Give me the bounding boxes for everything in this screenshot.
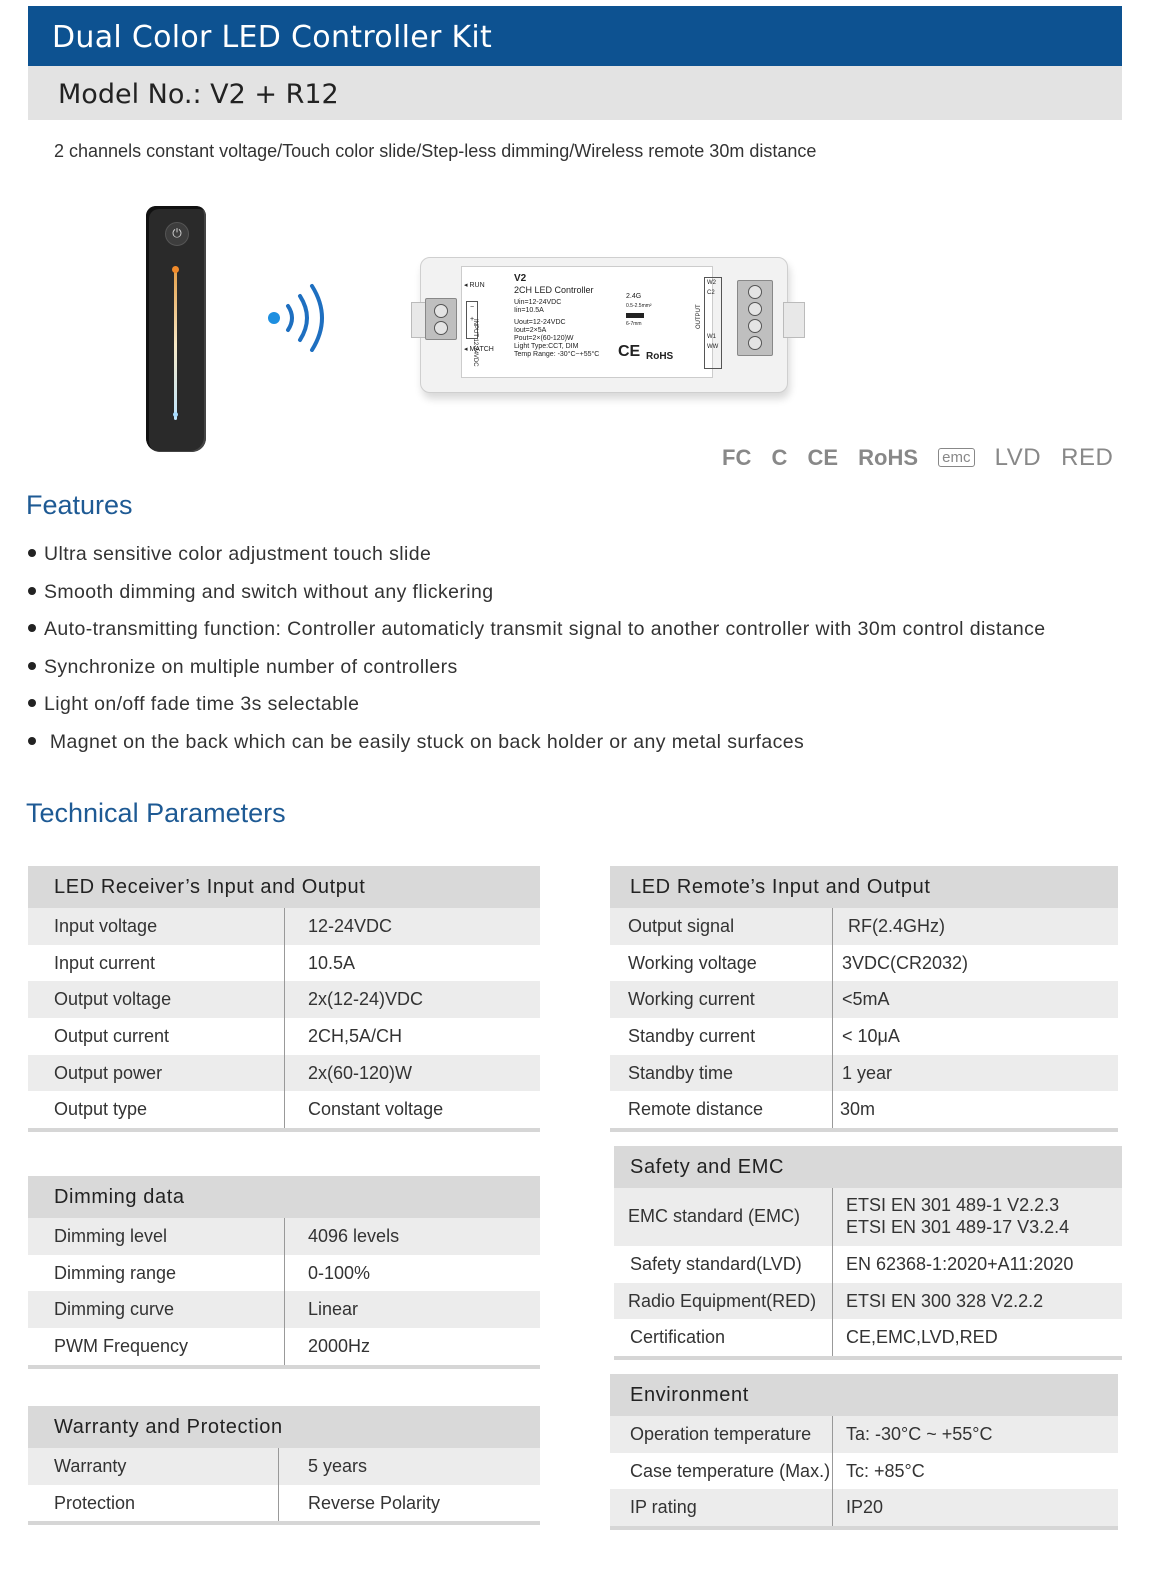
safety-table [614,1146,1122,1360]
emc-logo: emc [938,448,974,467]
receiver-table-title: LED Receiver’s Input and Output [28,866,540,908]
feature-item: Smooth dimming and switch without any flickering [28,581,1128,619]
rohs-logo: RoHS [858,445,919,470]
environment-table-title: Environment [610,1374,1118,1416]
table-row: Output type Constant voltage [28,1091,540,1128]
table-row: Certification CE,EMC,LVD,RED [614,1319,1122,1356]
power-icon: ⏻ [165,222,189,246]
ce-logo: CE [807,445,839,470]
lvd-logo: LVD [994,444,1042,471]
dimming-table-title: Dimming data [28,1176,540,1218]
red-logo: RED [1061,444,1114,471]
model-number: Model No.: V2 + R12 [58,79,339,110]
ce-mark: CE [618,343,641,360]
table-row: EMC standard (EMC) ETSI EN 301 489-1 V2.2.3 ETSI EN 301 489-17 V3.2.4 [614,1188,1122,1246]
input-polarity: − + [466,301,478,339]
remote-table-title: LED Remote’s Input and Output [610,866,1118,908]
ctrl-name: 2CH LED Controller [514,285,594,295]
feature-item: Synchronize on multiple number of controllers [28,656,1128,694]
table-row: Output voltage 2x(12-24)VDC [28,981,540,1018]
table-row: Dimming level 4096 levels [28,1218,540,1255]
features-heading: Features [26,490,133,520]
page-title: Dual Color LED Controller Kit [52,20,493,55]
table-row: Dimming range 0-100% [28,1255,540,1292]
features-list [28,543,1128,769]
receiver-table [28,866,540,1132]
table-row: Output signal RF(2.4GHz) [610,908,1118,945]
table-row: Standby time 1 year [610,1055,1118,1092]
ctrl-wire1: 0.5-2.5mm² [626,303,652,309]
dimming-table [28,1176,540,1369]
output-channels: W2 C2 W1 WW [704,277,722,369]
slider-warm-dot [172,266,179,273]
match-label: ◂ MATCH [464,346,494,353]
model-bar [28,66,1122,120]
table-row: Operation temperature Ta: -30°C ~ +55°C [610,1416,1118,1453]
table-row: Working voltage 3VDC(CR2032) [610,945,1118,982]
table-row: Warranty 5 years [28,1448,540,1485]
ctrl-model: V2 [514,273,527,284]
ctrl-freq: 2.4G [626,293,642,300]
output-text: OUTPUT [696,304,702,329]
table-row: Output current 2CH,5A/CH [28,1018,540,1055]
remote-image [146,206,206,452]
run-label: ◂ RUN [464,282,485,289]
tech-heading: Technical Parameters [26,798,286,828]
warranty-table [28,1406,540,1525]
feature-item: Light on/off fade time 3s selectable [28,693,1128,731]
safety-table-title: Safety and EMC [614,1146,1122,1188]
ctrl-wire2: 6-7mm [626,321,642,327]
table-row: Output power 2x(60-120)W [28,1055,540,1092]
table-row: Remote distance 30m [610,1091,1118,1128]
table-row: Standby current < 10μA [610,1018,1118,1055]
feature-item: Auto-transmitting function: Controller automaticly transmit signal to another controller with 30m control distance [28,618,1128,656]
fcc-logo: FC [722,445,752,470]
table-row: Input current 10.5A [28,945,540,982]
subtitle: 2 channels constant voltage/Touch color slide/Step-less dimming/Wireless remote 30m distance [54,141,817,161]
table-row: Radio Equipment(RED) ETSI EN 300 328 V2.2.2 [614,1283,1122,1320]
feature-item: Magnet on the back which can be easily stuck on back holder or any metal surfaces [28,731,1128,769]
output-terminal [737,280,773,356]
certification-logos [722,444,1127,472]
table-row: Working current <5mA [610,981,1118,1018]
table-row: Safety standard(LVD) EN 62368-1:2020+A11:2020 [614,1246,1122,1283]
remote-table [610,866,1118,1132]
ctrl-specs: Uin=12-24VDC Iin=10.5A Uout=12-24VDC Iout=2×5A Pout=2×(60-120)W Light Type:CCT, DIM Temp Range: -30°C~+55°C [514,299,600,358]
rohs-mark: RoHS [646,351,674,362]
title-banner [28,6,1122,66]
controller-label [461,266,719,378]
input-text: INPUT 12-24VDC [472,319,478,367]
controller-image [420,257,788,393]
feature-item: Ultra sensitive color adjustment touch slide [28,543,1128,581]
table-row: PWM Frequency 2000Hz [28,1328,540,1365]
wireless-icon [264,282,334,352]
slider-cool-dot [173,412,178,417]
table-row: Case temperature (Max.) Tc: +85°C [610,1453,1118,1490]
c-tick-logo: C [771,445,788,470]
table-row: Dimming curve Linear [28,1291,540,1328]
touch-slider [174,270,177,420]
table-row: Input voltage 12-24VDC [28,908,540,945]
warranty-table-title: Warranty and Protection [28,1406,540,1448]
table-row: IP rating IP20 [610,1489,1118,1526]
table-row: Protection Reverse Polarity [28,1485,540,1522]
environment-table [610,1374,1118,1530]
input-terminal [425,298,457,340]
